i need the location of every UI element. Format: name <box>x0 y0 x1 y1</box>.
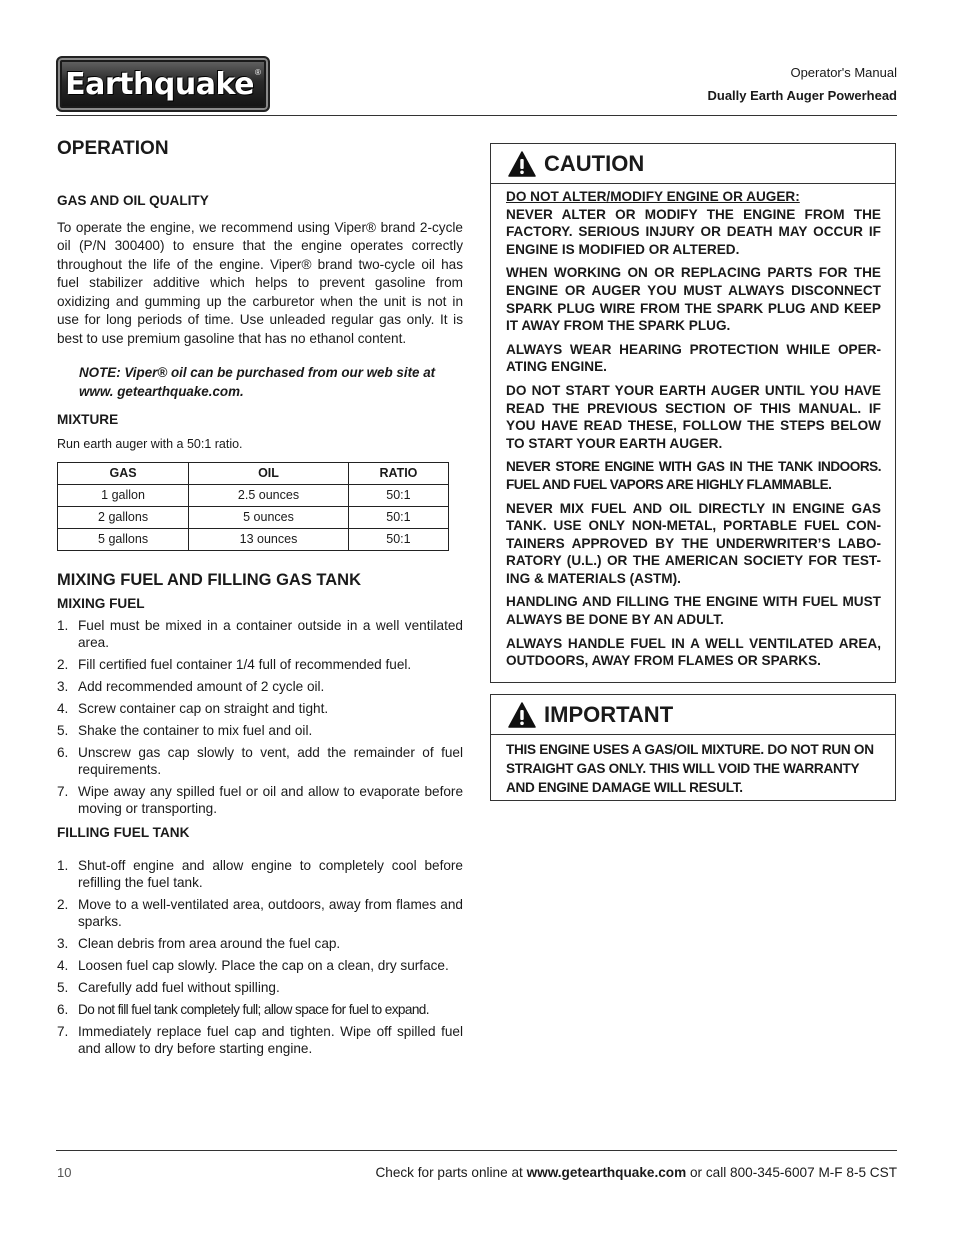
caution-paragraph: HANDLING AND FILLING THE ENGINE WITH FUEL MUST ALWAYS BE DONE BY AN ADULT. <box>506 594 881 628</box>
gas-oil-paragraph: To operate the engine, we recommend using Viper® brand 2-cycle oil (P/N 300400) to ensure that the engine operates correctly throughout the life of the engine. Viper® brand two-cycle oil has fuel stabilizer additive which helps to prevent gasoline from oxidizing and gumming up the carburetor when the unit is not in use for long periods of time. Use unleaded regular gas only. It is best to use premium gasoline that has no ethanol content. <box>57 219 463 346</box>
caution-box <box>490 143 896 683</box>
step-text: Fill certified fuel container 1/4 full of recommended fuel. <box>78 657 412 672</box>
caution-header <box>491 144 895 184</box>
step-number: 6. <box>57 745 69 760</box>
important-text: THIS ENGINE USES A GAS/OIL MIXTURE. DO NOT RUN ON STRAIGHT GAS ONLY. THIS WILL VOID THE WARRANTY AND ENGINE DAMAGE WILL RESULT. <box>506 742 874 795</box>
footer-divider <box>56 1150 897 1151</box>
warning-triangle-icon <box>508 702 536 728</box>
footer-call-text: or call 800-345-6007 M-F 8-5 CST <box>686 1165 897 1180</box>
list-item <box>57 656 463 673</box>
list-item <box>57 1001 463 1018</box>
caution-paragraph: DO NOT START YOUR EARTH AUGER UNTIL YOU HAVE READ THE PREVIOUS SECTION OF THIS MANUAL. IF YOU HAVE READ THESE, FOLLOW THE STEPS BELOW TO START YOUR EARTH AUGER. <box>506 382 881 451</box>
step-number: 1. <box>57 618 69 633</box>
step-number: 6. <box>57 1001 69 1017</box>
important-title: IMPORTANT <box>544 701 674 727</box>
list-item <box>57 722 463 739</box>
step-text: Wipe away any spilled fuel or oil and allow to evaporate before moving or transporting. <box>78 784 463 816</box>
caution-paragraph: NEVER MIX FUEL AND OIL DIRECTLY IN ENGINE GAS TANK. USE ONLY NON-METAL, PORTABLE FUEL CON-TAINERS APPROVED BY THE UNDERWRITER’S LABO-RATORY (U.L.) OR THE AMERICAN SOCIETY FOR TEST-ING & MATERIALS (ASTM). <box>506 500 881 586</box>
operation-section <box>57 136 463 1062</box>
list-item <box>57 979 463 996</box>
step-number: 4. <box>57 701 69 716</box>
manual-type: Operator's Manual <box>790 65 897 80</box>
viper-note: NOTE: Viper® oil can be purchased from our web site at www. getearthquake.com. <box>79 365 436 399</box>
step-number: 3. <box>57 935 69 951</box>
step-number: 4. <box>57 957 69 973</box>
list-item <box>57 857 463 891</box>
caution-subheading: DO NOT ALTER/MODIFY ENGINE OR AUGER: <box>506 189 800 204</box>
list-item <box>57 744 463 778</box>
step-text: Screw container cap on straight and tight. <box>78 701 329 716</box>
footer-website-link[interactable]: www.getearthquake.com <box>526 1165 687 1180</box>
list-item <box>57 783 463 817</box>
footer-text <box>375 1165 897 1180</box>
list-item <box>57 678 463 695</box>
important-body <box>491 735 895 797</box>
product-name: Dually Earth Auger Powerhead <box>707 88 897 103</box>
filling-steps-list <box>57 857 463 1057</box>
list-item <box>57 700 463 717</box>
table-header-gas: GAS <box>58 463 189 485</box>
step-number: 2. <box>57 896 69 912</box>
filling-fuel-heading: FILLING FUEL TANK <box>57 825 190 840</box>
table-cell: 5 gallons <box>58 529 189 551</box>
table-header-oil: OIL <box>189 463 349 485</box>
important-box <box>490 694 896 801</box>
caution-paragraph: WHEN WORKING ON OR REPLACING PARTS FOR THE ENGINE OR AUGER YOU MUST ALWAYS DISCONNECT SPARK PLUG WIRE FROM THE SPARK PLUG AND KEEP IT AWAY FROM THE SPARK PLUG. <box>506 265 881 334</box>
table-row <box>58 507 449 529</box>
step-text: Fuel must be mixed in a container outside in a well ventilated area. <box>78 618 463 650</box>
important-header <box>491 695 895 735</box>
mixing-steps-list <box>57 617 463 817</box>
mixing-filling-heading: MIXING FUEL AND FILLING GAS TANK <box>57 571 362 589</box>
step-number: 7. <box>57 784 69 799</box>
list-item <box>57 957 463 974</box>
mixing-fuel-heading: MIXING FUEL <box>57 595 145 611</box>
table-cell: 1 gallon <box>58 485 189 507</box>
step-text: Clean debris from area around the fuel cap. <box>78 935 341 951</box>
table-cell: 2 gallons <box>58 507 189 529</box>
list-item <box>57 1023 463 1057</box>
table-row <box>58 529 449 551</box>
mixture-table <box>57 462 449 551</box>
table-cell: 2.5 ounces <box>189 485 349 507</box>
list-item <box>57 896 463 930</box>
table-header-ratio: RATIO <box>348 463 448 485</box>
caution-paragraph: ALWAYS WEAR HEARING PROTECTION WHILE OPER-ATING ENGINE. <box>506 341 881 375</box>
table-cell: 50:1 <box>348 485 448 507</box>
mixture-text: Run earth auger with a 50:1 ratio. <box>57 436 243 451</box>
table-cell: 5 ounces <box>189 507 349 529</box>
step-text: Shut-off engine and allow engine to completely cool before refilling the fuel tank. <box>78 857 463 890</box>
caution-title: CAUTION <box>544 150 645 176</box>
step-number: 5. <box>57 979 69 995</box>
table-cell: 50:1 <box>348 529 448 551</box>
step-number: 3. <box>57 679 69 694</box>
earthquake-logo <box>56 56 270 112</box>
step-number: 7. <box>57 1023 69 1039</box>
step-number: 5. <box>57 723 69 738</box>
step-text: Move to a well-ventilated area, outdoors, away from flames and sparks. <box>78 896 463 929</box>
header-divider <box>56 115 897 116</box>
step-text: Immediately replace fuel cap and tighten. Wipe off spilled fuel and allow to dry before starting engine. <box>78 1023 463 1056</box>
caution-paragraph: NEVER ALTER OR MODIFY THE ENGINE FROM THE FACTORY. SERIOUS INJURY OR DEATH MAY OCCUR IF ENGINE IS MODIFIED OR ALTERED. <box>506 206 881 257</box>
caution-paragraph: NEVER STORE ENGINE WITH GAS IN THE TANK INDOORS. FUEL AND FUEL VAPORS ARE HIGHLY FLAMMABLE. <box>506 459 881 492</box>
step-text: Shake the container to mix fuel and oil. <box>78 723 313 738</box>
section-title: OPERATION <box>57 138 169 159</box>
warning-triangle-icon <box>508 151 536 177</box>
step-text: Do not fill fuel tank completely full; allow space for fuel to expand. <box>78 1001 429 1017</box>
list-item <box>57 935 463 952</box>
step-text: Add recommended amount of 2 cycle oil. <box>78 679 325 694</box>
table-header-row <box>58 463 449 485</box>
gas-oil-heading: GAS AND OIL QUALITY <box>57 193 209 208</box>
step-number: 1. <box>57 857 69 873</box>
table-cell: 13 ounces <box>189 529 349 551</box>
mixture-heading: MIXTURE <box>57 412 119 427</box>
step-number: 2. <box>57 657 69 672</box>
table-cell: 50:1 <box>348 507 448 529</box>
list-item <box>57 617 463 651</box>
step-text: Carefully add fuel without spilling. <box>78 979 280 995</box>
logo-text: Earthquake <box>65 66 254 102</box>
step-text: Unscrew gas cap slowly to vent, add the remainder of fuel requirements. <box>78 745 463 777</box>
page-number: 10 <box>57 1165 72 1180</box>
caution-body <box>491 184 895 670</box>
footer-check-text: Check for parts online at <box>375 1165 527 1180</box>
step-text: Loosen fuel cap slowly. Place the cap on a clean, dry surface. <box>78 957 449 973</box>
caution-paragraph: ALWAYS HANDLE FUEL IN A WELL VENTILATED AREA, OUTDOORS, AWAY FROM FLAMES OR SPARKS. <box>506 635 881 669</box>
logo-registered-mark: ® <box>254 67 261 77</box>
table-row <box>58 485 449 507</box>
